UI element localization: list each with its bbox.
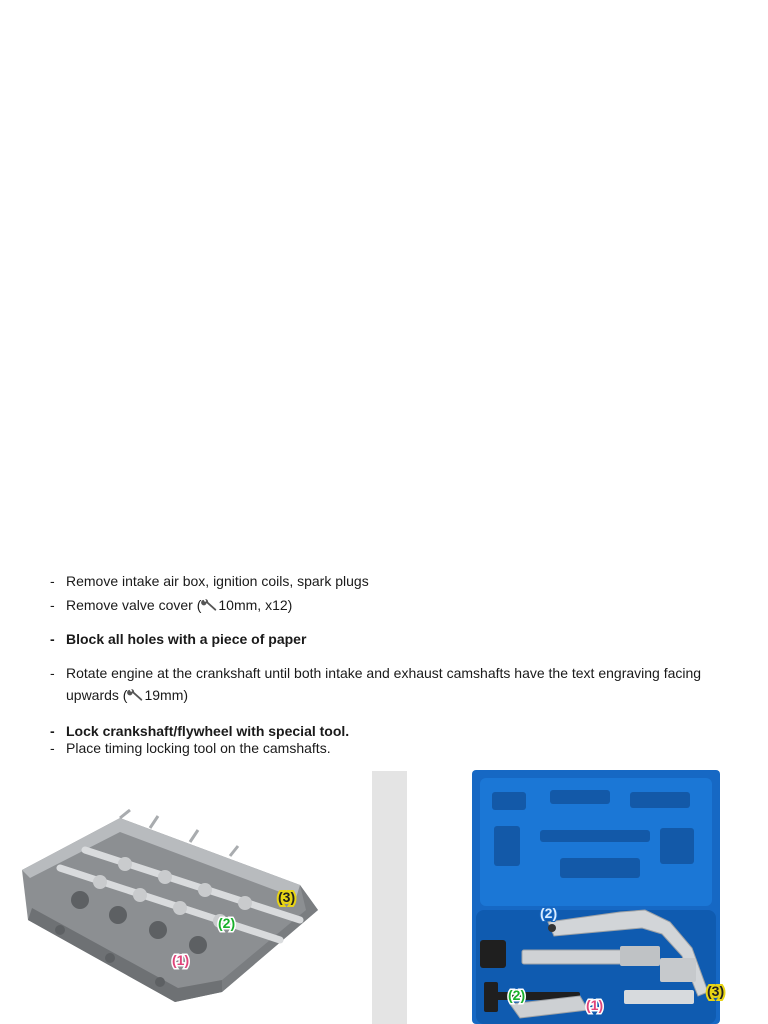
step-block-holes — [50, 628, 306, 650]
callout-1: (1) — [172, 952, 190, 968]
bullet-dash: - — [50, 631, 55, 647]
callout-1: (1) — [586, 997, 604, 1013]
engine-head-illustration — [0, 770, 372, 1024]
bullet-dash: - — [50, 665, 55, 681]
bullet-dash: - — [50, 740, 55, 756]
tool-case — [472, 770, 720, 1024]
step-remove-valve-cover — [50, 594, 292, 616]
engine-body — [22, 810, 318, 1002]
step-text: Block all holes with a piece of paper — [66, 631, 307, 647]
bullet-dash: - — [50, 573, 55, 589]
step-text: Rotate engine at the crankshaft until both intake and exhaust camshafts have the text engraving facing upwards ( — [66, 665, 702, 703]
divider-band — [372, 771, 407, 1024]
step-text: Remove valve cover ( — [66, 597, 202, 613]
callout-2-lower: (2) — [508, 987, 526, 1003]
callout-2: (2) — [540, 905, 558, 921]
bullet-dash: - — [50, 597, 55, 613]
step-text-tool-size: 10mm, x12) — [218, 597, 293, 613]
wrench-icon — [201, 598, 218, 612]
timing-tool-kit-illustration — [470, 770, 725, 1024]
bullet-dash: - — [50, 723, 55, 739]
callout-3: (3) — [707, 983, 725, 999]
step-rotate-engine — [50, 662, 740, 706]
wrench-icon — [127, 688, 144, 702]
step-text: Lock crankshaft/flywheel with special tool. — [66, 723, 350, 739]
step-text-tool-size: 19mm) — [144, 687, 189, 703]
callout-2: (2) — [218, 915, 236, 931]
callout-3: (3) — [278, 889, 296, 905]
step-place-timing-tool — [50, 737, 331, 759]
step-text: Remove intake air box, ignition coils, spark plugs — [66, 573, 369, 589]
step-remove-intake — [50, 570, 369, 592]
step-text: Place timing locking tool on the camshafts. — [66, 740, 331, 756]
